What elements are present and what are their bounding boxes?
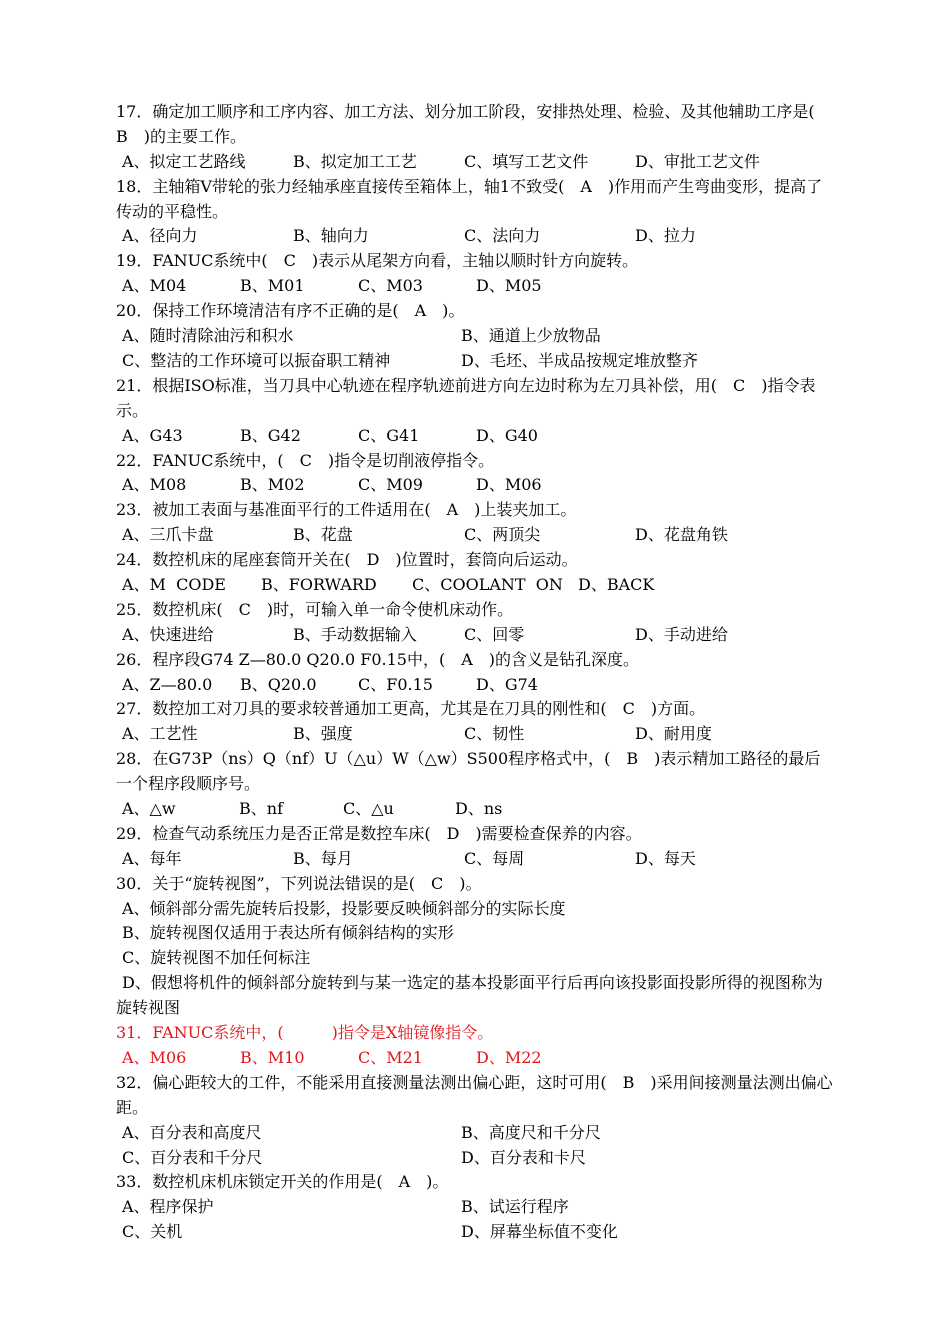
option: B、手动数据输入 xyxy=(293,624,417,644)
question-stem: 32．偏心距较大的工件，不能采用直接测量法测出偏心距，这时可用( B )采用间接测量法测出偏心距。 xyxy=(116,1072,833,1117)
option-row xyxy=(116,722,836,747)
option-row xyxy=(116,150,836,175)
option: D、M05 xyxy=(476,276,542,296)
question-stem: 23．被加工表面与基准面平行的工件适用在( A )上装夹加工。 xyxy=(116,500,577,520)
option: A、M CODE xyxy=(122,574,226,594)
option: C、△u xyxy=(343,799,394,818)
option: D、M22 xyxy=(476,1047,542,1067)
option: A、M06 xyxy=(122,1047,187,1067)
option: C、关机 xyxy=(122,1222,183,1242)
option: A、G43 xyxy=(122,425,183,445)
question-stem: 27．数控加工对刀具的要求较普通加工更高，尤其是在刀具的刚性和( C )方面。 xyxy=(116,699,706,719)
question-stem: 22．FANUC系统中，( C )指令是切削液停指令。 xyxy=(116,450,495,470)
option-row xyxy=(116,324,836,349)
question-stem: 17．确定加工顺序和工序内容、加工方法、划分加工阶段，安排热处理、检验、及其他辅助工序是( B )的主要工作。 xyxy=(116,102,831,146)
option-row xyxy=(116,573,836,598)
option: C、M21 xyxy=(358,1047,423,1067)
option: D、M06 xyxy=(476,475,542,495)
option: B、nf xyxy=(239,799,283,818)
option: B、拟定加工工艺 xyxy=(293,151,417,171)
option: B、高度尺和千分尺 xyxy=(461,1122,601,1142)
option: B、FORWARD xyxy=(261,574,377,594)
option: A、随时清除油污和积水 xyxy=(122,326,294,346)
question-stem: 31．FANUC系统中，( )指令是X轴镜像指令。 xyxy=(116,1023,494,1043)
option: C、两顶尖 xyxy=(464,525,541,545)
option: D、ns xyxy=(455,799,503,818)
option: B、M02 xyxy=(240,475,305,495)
option: A、△w xyxy=(122,799,176,818)
question-stem: 33．数控机床机床锁定开关的作用是( A )。 xyxy=(116,1172,449,1192)
option: D、手动进给 xyxy=(635,624,728,644)
option: C、旋转视图不加任何标注 xyxy=(122,948,311,968)
option-row xyxy=(116,623,836,648)
option-row xyxy=(116,523,836,548)
option: D、花盘角铁 xyxy=(635,525,728,545)
question-stem: 24．数控机床的尾座套筒开关在( D )位置时，套筒向后运动。 xyxy=(116,550,578,570)
option: A、拟定工艺路线 xyxy=(122,151,246,171)
option: B、通道上少放物品 xyxy=(461,326,601,346)
option: A、M08 xyxy=(122,475,187,495)
option: C、百分表和千分尺 xyxy=(122,1147,263,1167)
option: C、每周 xyxy=(464,848,525,868)
option: D、每天 xyxy=(635,848,696,868)
option: C、M03 xyxy=(358,276,423,296)
question-stem: 18．主轴箱V带轮的张力经轴承座直接传至箱体上，轴1不致受( A )作用而产生弯曲变形，提高了传动的平稳性。 xyxy=(116,176,823,221)
question-stem: 21．根据ISO标准，当刀具中心轨迹在程序轨迹前进方向左边时称为左刀具补偿，用( C )指令表示。 xyxy=(116,375,816,420)
option: B、花盘 xyxy=(293,525,353,545)
option: D、拉力 xyxy=(635,226,696,246)
option: B、G42 xyxy=(240,425,301,445)
option-row xyxy=(116,847,836,872)
option: A、快速进给 xyxy=(122,624,214,644)
option: C、法向力 xyxy=(464,226,541,246)
question-stem: 19．FANUC系统中( C )表示从尾架方向看，主轴以顺时针方向旋转。 xyxy=(116,251,639,271)
question-stem: 29．检查气动系统压力是否正常是数控车床( D )需要检查保养的内容。 xyxy=(116,823,642,843)
option-row xyxy=(116,224,836,249)
option: C、M09 xyxy=(358,475,423,495)
option-row xyxy=(116,1220,836,1245)
option-row xyxy=(116,1195,836,1220)
option: A、每年 xyxy=(122,848,182,868)
option: A、Z—80.0 xyxy=(122,674,213,694)
option: D、百分表和卡尺 xyxy=(461,1147,586,1167)
question-stem: 28．在G73P（ns）Q（nf）U（△u）W（△w）S500程序格式中，( B )表示精加工路径的最后一个程序段顺序号。 xyxy=(116,749,821,794)
option: C、回零 xyxy=(464,624,525,644)
option-row xyxy=(116,797,836,822)
option-row xyxy=(116,1121,836,1146)
option: A、三爪卡盘 xyxy=(122,525,214,545)
option: A、M04 xyxy=(122,276,187,296)
question-stem: 25．数控机床( C )时，可输入单一命令使机床动作。 xyxy=(116,599,514,619)
option-row xyxy=(116,1146,836,1171)
option: B、强度 xyxy=(293,724,353,744)
option: D、BACK xyxy=(578,574,655,594)
option-row xyxy=(116,349,836,374)
option: D、假想将机件的倾斜部分旋转到与某一选定的基本投影面平行后再向该投影面投影所得的视图称为旋转视图 xyxy=(116,973,823,1018)
option-row xyxy=(116,473,836,498)
option: D、屏幕坐标值不变化 xyxy=(461,1222,618,1242)
option: A、程序保护 xyxy=(122,1197,214,1217)
question-list xyxy=(116,100,836,1245)
option: B、试运行程序 xyxy=(461,1197,569,1217)
option: A、工艺性 xyxy=(122,724,198,744)
option: D、耐用度 xyxy=(635,724,712,744)
option-row xyxy=(116,274,836,299)
question-stem: 26．程序段G74 Z—80.0 Q20.0 F0.15中，( A )的含义是钻孔深度。 xyxy=(116,649,640,669)
option-row xyxy=(116,673,836,698)
option: B、M01 xyxy=(240,276,305,296)
option: A、百分表和高度尺 xyxy=(122,1122,262,1142)
option: D、G40 xyxy=(476,425,538,445)
option: B、M10 xyxy=(240,1047,305,1067)
question-stem: 20．保持工作环境清洁有序不正确的是( A )。 xyxy=(116,301,465,321)
option: D、G74 xyxy=(476,674,538,694)
option: A、倾斜部分需先旋转后投影，投影要反映倾斜部分的实际长度 xyxy=(122,898,566,918)
option: C、G41 xyxy=(358,425,420,445)
option: B、每月 xyxy=(293,848,353,868)
option: D、审批工艺文件 xyxy=(635,151,760,171)
question-stem: 30．关于“旋转视图”，下列说法错误的是( C )。 xyxy=(116,873,482,893)
option-row xyxy=(116,1046,836,1071)
option: D、毛坯、半成品按规定堆放整齐 xyxy=(461,350,698,370)
option: A、径向力 xyxy=(122,226,198,246)
option: C、F0.15 xyxy=(358,674,433,694)
option: B、Q20.0 xyxy=(240,674,317,694)
option: C、填写工艺文件 xyxy=(464,151,589,171)
option: B、旋转视图仅适用于表达所有倾斜结构的实形 xyxy=(122,923,454,943)
option: C、整洁的工作环境可以振奋职工精神 xyxy=(122,350,391,370)
option-row xyxy=(116,424,836,449)
option: C、COOLANT ON xyxy=(412,574,563,594)
option: B、轴向力 xyxy=(293,226,369,246)
option: C、韧性 xyxy=(464,724,525,744)
